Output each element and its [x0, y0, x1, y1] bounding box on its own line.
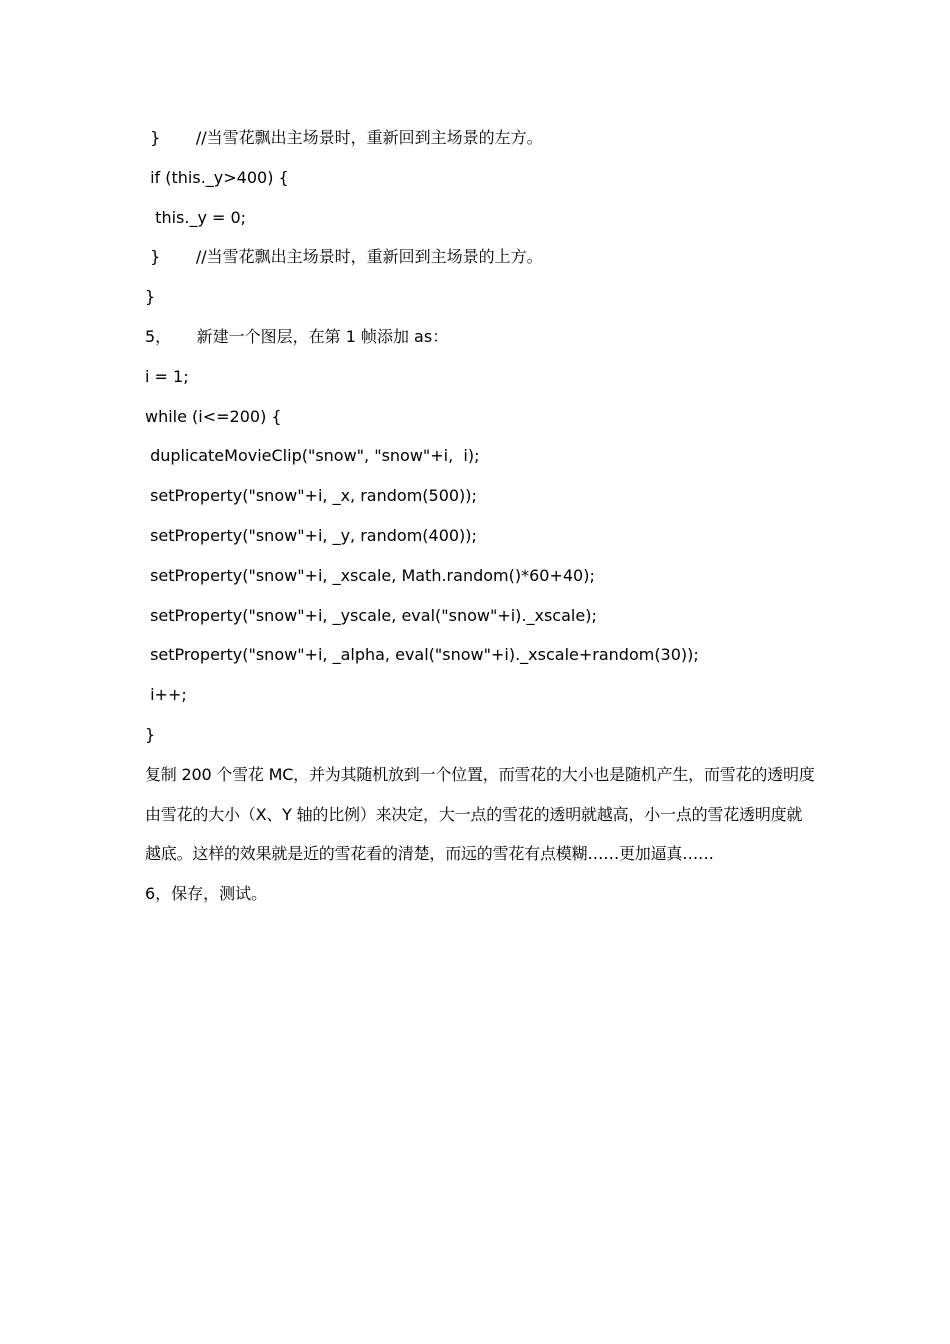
document-content [145, 118, 815, 914]
code-line-1: } //当雪花飘出主场景时，重新回到主场景的左方。 [145, 128, 543, 147]
code-line-6: i = 1; [145, 366, 189, 386]
explanation-paragraph: 复制 200 个雪花 MC，并为其随机放到一个位置，而雪花的大小也是随机产生，而雪花的透明度由雪花的大小（X、Y 轴的比例）来决定，大一点的雪花的透明就越高，小一点的雪花透明度就越底。这样的效果就是近的雪花看的清楚，而远的雪花有点模糊……更加逼真…… [145, 764, 815, 864]
code-line-8: duplicateMovieClip("snow", "snow"+i, i); [145, 446, 480, 466]
code-line-13: setProperty("snow"+i, _alpha, eval("snow"+i)._xscale+random(30)); [145, 645, 699, 665]
step-6-line: 6，保存，测试。 [145, 884, 268, 904]
code-line-15: } [145, 724, 156, 744]
code-line-11: setProperty("snow"+i, _xscale, Math.random()*60+40); [145, 565, 595, 585]
step-5-heading: 5， 新建一个图层，在第 1 帧添加 as： [145, 326, 449, 346]
code-line-2: if (this._y>400) { [145, 167, 289, 187]
code-line-5: } [145, 287, 156, 307]
code-line-10: setProperty("snow"+i, _y, random(400)); [145, 525, 477, 545]
code-line-4: } //当雪花飘出主场景时，重新回到主场景的上方。 [145, 247, 543, 267]
code-line-3: this._y = 0; [145, 207, 247, 227]
code-line-14: i++; [145, 685, 187, 705]
code-line-12: setProperty("snow"+i, _yscale, eval("snow"+i)._xscale); [145, 605, 597, 625]
code-line-7: while (i<=200) { [145, 406, 282, 426]
code-line-9: setProperty("snow"+i, _x, random(500)); [145, 486, 477, 506]
